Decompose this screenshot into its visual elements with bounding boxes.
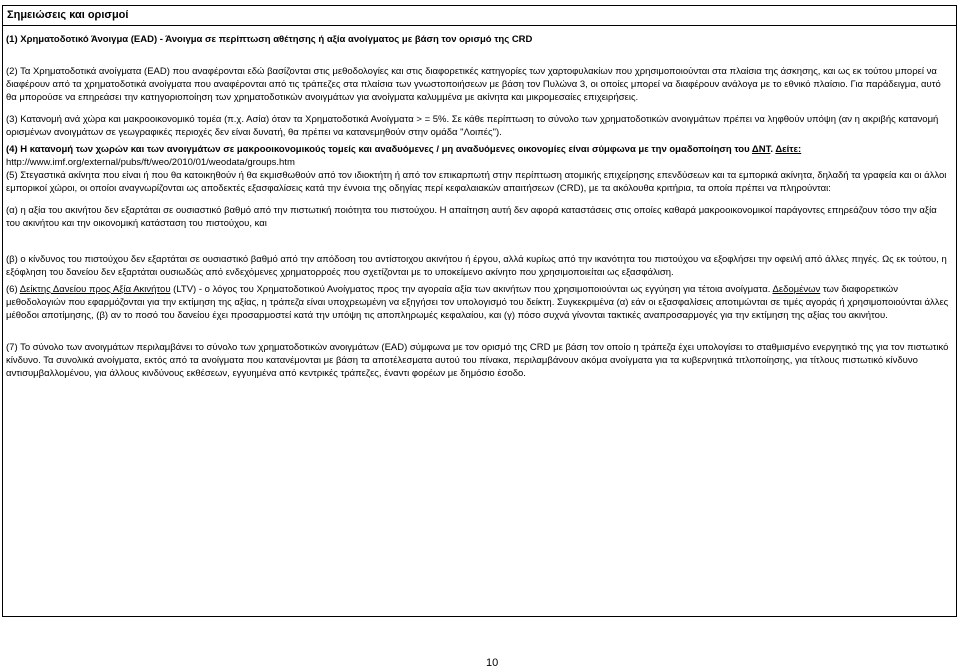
imf-link[interactable]: http://www.imf.org/external/pubs/ft/weo/2010/01/weodata/groups.htm <box>6 157 295 168</box>
page-number: 10 <box>486 657 499 669</box>
section-title: Σημειώσεις και ορισμοί <box>3 6 956 26</box>
note-5-intro: (5) Στεγαστικά ακίνητα που είναι ή που θα κατοικηθούν ή θα εκμισθωθούν από τον ιδιοκτήτη ή από τον επικαρπωτή στην περίπτωση ατομικής επιχείρησης επενδύσεων και τα εμπορικά ακίνητα, δηλαδή τα γραφεία και οι άλλοι εμπορικοί χώροι, οι οποίοι αναγνωρίζονται ως αποδεκτές εξασφαλίσεις κατά την έννοια της οδηγίας περί κεφαλαιακών απαιτήσεων (CRD), με τα ακόλουθα κριτήρια, τα οποία πρέπει να πληρούνται: <box>6 170 947 194</box>
ltv-term: Δείκτης Δανείου προς Αξία Ακινήτου <box>19 284 171 295</box>
note-5-a: (α) η αξία του ακινήτου δεν εξαρτάται σε ουσιαστικό βαθμό από την πιστωτική ποιότητα του πιστούχου. Η απαίτηση αυτή δεν αφορά καταστάσεις στις οποίες καθαρά μακροοικονομικοί παράγοντες επηρεάζουν τόσο την αξία του ακινήτου και την οικονομική κατάσταση του πιστούχου, και <box>6 205 937 229</box>
note-2: (2) Τα Χρηματοδοτικά ανοίγματα (EAD) που αναφέρονται εδώ βασίζονται στις μεθοδολογίες και στις διαφορετικές κατηγορίες των χαρτοφυλακίων που χρησιμοποιούνται στα πλαίσια της άσκησης, και ως εκ τούτου μπορεί να διαφέρουν από τα χρηματοδοτικά ανοίγματα που αναφέρονται από τις τράπεζες στα πλαίσια των γνωστοποιήσεων με βάση τον Πυλώνα 3, οι οποίες μπορεί να διαφέρουν ανάλογα με το εθνικό πλαίσιο. Για παράδειγμα, αυτό θα μπορούσε να επηρεάσει την κατηγοριοποίηση των χρηματοδοτικών ανοιγμάτων για ανοίγματα καλυμμένα με ακίνητα και μικρομεσαίες επιχειρήσεις. <box>6 66 941 103</box>
note-6: (6) Δείκτης Δανείου προς Αξία Ακινήτου (LTV) - ο λόγος του Χρηματοδοτικού Ανοίγματος προς την αγοραία αξία των ακινήτων που χρησιμοποιούνται ως εγγύηση για τέτοια ανοίγματα. Δεδομένων των διαφορετικών μεθοδολογιών που εφαρμόζονται για την εκτίμηση της αξίας, η τράπεζα είναι υποχρεωμένη να εξηγήσει τον υπολογισμό του δείκτη. Συγκεκριμένα (α) εάν οι εξασφαλίσεις αποτιμώνται σε τιμές αγοράς ή χρησιμοποιούνται άλλες μέθοδοι αποτίμησης, (β) αν το ποσό του δανείου έχει προσαρμοστεί κατά την υπόψη τις αποπληρωμές κεφαλαίου, και (γ) πόσο συχνά γίνονται τακτικές αναπροσαρμογές για την εκτίμηση της αξίας του ακινήτου. <box>6 284 949 321</box>
note-3: (3) Κατανομή ανά χώρα και μακροοικονομικό τομέα (π.χ. Ασία) όταν τα Χρηματοδοτικά Ανοίγματα > = 5%. Σε κάθε περίπτωση το σύνολο των χρηματοδοτικών ανοιγμάτων πρέπει να ληφθούν υπόψη (αν η ακριβής κατανομή ορισμένων ανοιγμάτων σε γεωγραφικές περιοχές δεν είναι δυνατή, θα πρέπει να κατανεμηθούν στην ομάδα "Λοιπές"). <box>6 114 939 138</box>
note-7: (7) Το σύνολο των ανοιγμάτων περιλαμβάνει το σύνολο των χρηματοδοτικών ανοιγμάτων (EAD) σύμφωνα με τον ορισμό της CRD με βάση τον οποίο η τράπεζα έχει υπολογίσει το σταθμισμένο ενεργητικό της για τον πιστωτικό κίνδυνο. Τα συνολικά ανοίγματα, εκτός από τα ανοίγματα που κατανέμονται με βάση τα αποτέλεσματα αυτού του πίνακα, περιλαμβάνουν ακόμα ανοίγματα για τα κυβερνητικά τιτλοποίησης, για τίτλους πιστωτικό κίνδυνο αντισυμβαλλομένου, για άλλους κινδύνους εκθέσεων, εγγυημένα από κεντρικές τράπεζες, έναντι φορέων με δημόσιο έσοδο. <box>6 342 949 379</box>
note-4: (4) Η κατανομή των χωρών και των ανοιγμάτων σε μακροοικονομικούς τομείς και αναδυόμενες / μη αναδυόμενες οικονομίες είναι σύμφωνα με την ομαδοποίηση του ΔΝΤ. Δείτε: <box>6 144 802 155</box>
note-5-b: (β) ο κίνδυνος του πιστούχου δεν εξαρτάται σε ουσιαστικό βαθμό από την απόδοση του αντίστοιχου ακινήτου ή έργου, αλλά κυρίως από την ικανότητα του πιστούχου να εξοφλήσει την οφειλή από άλλες πηγές. Ως εκ τούτου, η εξόφληση του δανείου δεν εξαρτάται ουσιωδώς από ενδεχόμενες χρηματορροές που σχετίζονται με το υποκείμενο ακίνητο που χρησιμοποιείται ως εξασφάλιση. <box>6 254 947 278</box>
notes-content <box>6 33 950 380</box>
note-1: (1) Χρηματοδοτικό Άνοιγμα (EAD) - Άνοιγμα σε περίπτωση αθέτησης ή αξία ανοίγματος με βάση τον ορισμό της CRD <box>6 34 533 45</box>
